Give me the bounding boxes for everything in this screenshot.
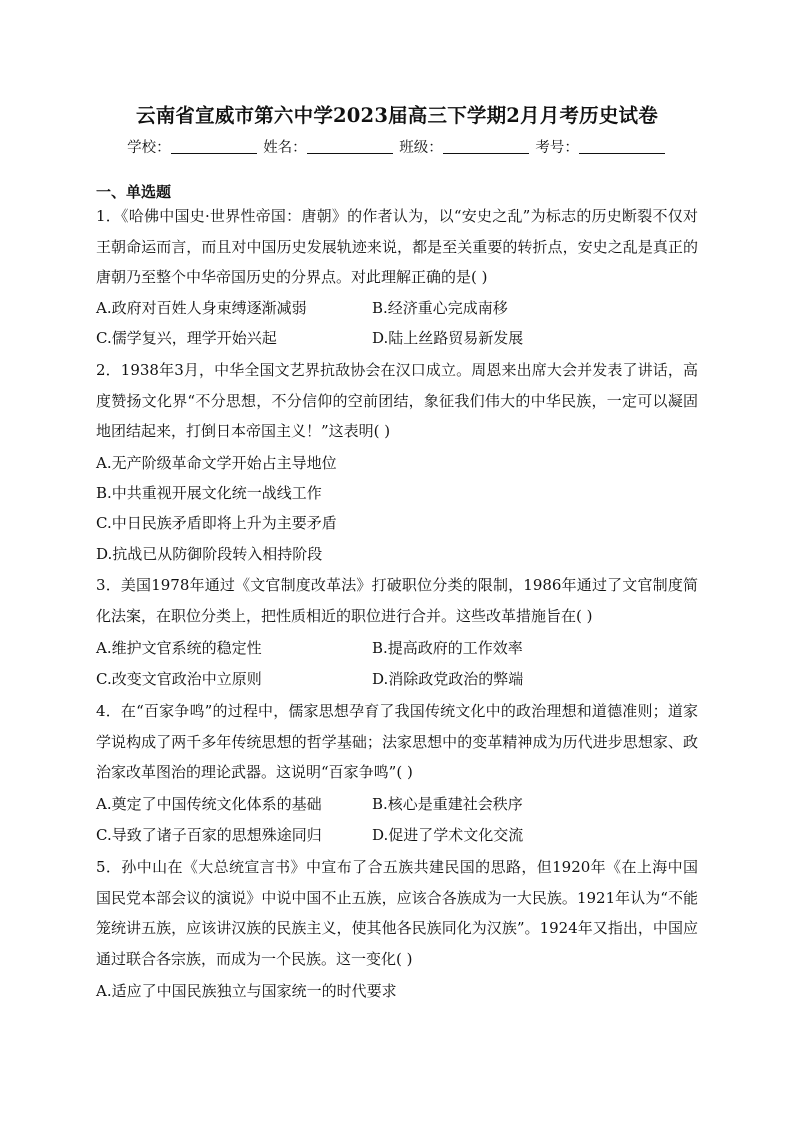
question-4-option-c[interactable]: C.导致了诸子百家的思想殊途同归 [96,826,322,844]
name-label: 姓名： [263,140,307,156]
question-2-option-d[interactable]: D.抗战已从防御阶段转入相持阶段 [96,545,323,563]
question-4-text: 4．在“百家争鸣”的过程中，儒家思想孕育了我国传统文化中的政治理想和道德准则；道家学说构成了两千多年传统思想的哲学基础；法家思想中的变革精神成为历代进步思想家、政治家改革图治的理论武器。这说明“百家争鸣”( ) [96,702,698,781]
question-1-option-a[interactable]: A.政府对百姓人身束缚逐渐减弱 [96,299,307,317]
question-1-option-d[interactable]: D.陆上丝路贸易新发展 [372,329,524,347]
student-info-row [0,136,794,157]
exam-number-label: 考号： [535,140,579,156]
question-4-option-a[interactable]: A.奠定了中国传统文化体系的基础 [96,795,322,813]
question-4-option-b[interactable]: B.核心是重建社会秩序 [372,795,523,813]
question-1-options-row-1 [96,293,698,323]
school-blank[interactable] [171,139,257,154]
question-3-text: 3．美国1978年通过《文官制度改革法》打破职位分类的限制，1986年通过了文官制度简化法案，在职位分类上，把性质相近的职位进行合并。这些改革措施旨在( ) [96,576,698,625]
question-2-option-c[interactable]: C.中日民族矛盾即将上升为主要矛盾 [96,514,337,532]
school-label: 学校： [127,140,171,156]
question-3-option-d[interactable]: D.消除政党政治的弊端 [372,670,524,688]
question-1-options-row-2 [96,323,698,353]
question-3-options-row-1 [96,633,698,663]
question-4-options-row-2 [96,820,698,850]
question-3-option-b[interactable]: B.提高政府的工作效率 [372,639,523,657]
page-title: 云南省宣威市第六中学2023届高三下学期2月月考历史试卷 [136,104,658,127]
question-3-option-c[interactable]: C.改变文官政治中立原则 [96,670,262,688]
name-blank[interactable] [307,139,393,154]
class-blank[interactable] [443,139,529,154]
question-3-options-row-2 [96,664,698,694]
question-5-option-a[interactable]: A.适应了中国民族独立与国家统一的时代要求 [96,982,397,1000]
question-1-option-c[interactable]: C.儒学复兴，理学开始兴起 [96,329,277,347]
question-3-option-a[interactable]: A.维护文官系统的稳定性 [96,639,262,657]
question-5-text: 5．孙中山在《大总统宣言书》中宣布了合五族共建民国的思路，但1920年《在上海中国国民党本部会议的演说》中说中国不止五族，应该合各族成为一大民族。1921年认为“不能笼统讲五族，应该讲汉族的民族主义，使其他各民族同化为汉族”。1924年又指出，中国应通过联合各宗族，而成为一个民族。这一变化( ) [96,858,698,968]
question-2-option-a[interactable]: A.无产阶级革命文学开始占主导地位 [96,454,337,472]
section-heading: 一、单选题 [96,183,172,201]
question-1-option-b[interactable]: B.经济重心完成南移 [372,299,508,317]
question-4-option-d[interactable]: D.促进了学术文化交流 [372,826,524,844]
question-2-text: 2．1938年3月，中华全国文艺界抗敌协会在汉口成立。周恩来出席大会并发表了讲话，高度赞扬文化界“不分思想，不分信仰的空前团结，象征我们伟大的中华民族，一定可以凝固地团结起来，打倒日本帝国主义！”这表明( ) [96,361,698,440]
question-4-options-row-1 [96,789,698,819]
question-1-text: 1．《哈佛中国史·世界性帝国：唐朝》的作者认为，以“安史之乱”为标志的历史断裂不仅对王朝命运而言，而且对中国历史发展轨迹来说，都是至关重要的转折点，安史之乱是真正的唐朝乃至整个中华帝国历史的分界点。对此理解正确的是( ) [96,207,698,286]
exam-number-blank[interactable] [579,139,665,154]
question-2-option-b[interactable]: B.中共重视开展文化统一战线工作 [96,484,322,502]
class-label: 班级： [399,140,443,156]
